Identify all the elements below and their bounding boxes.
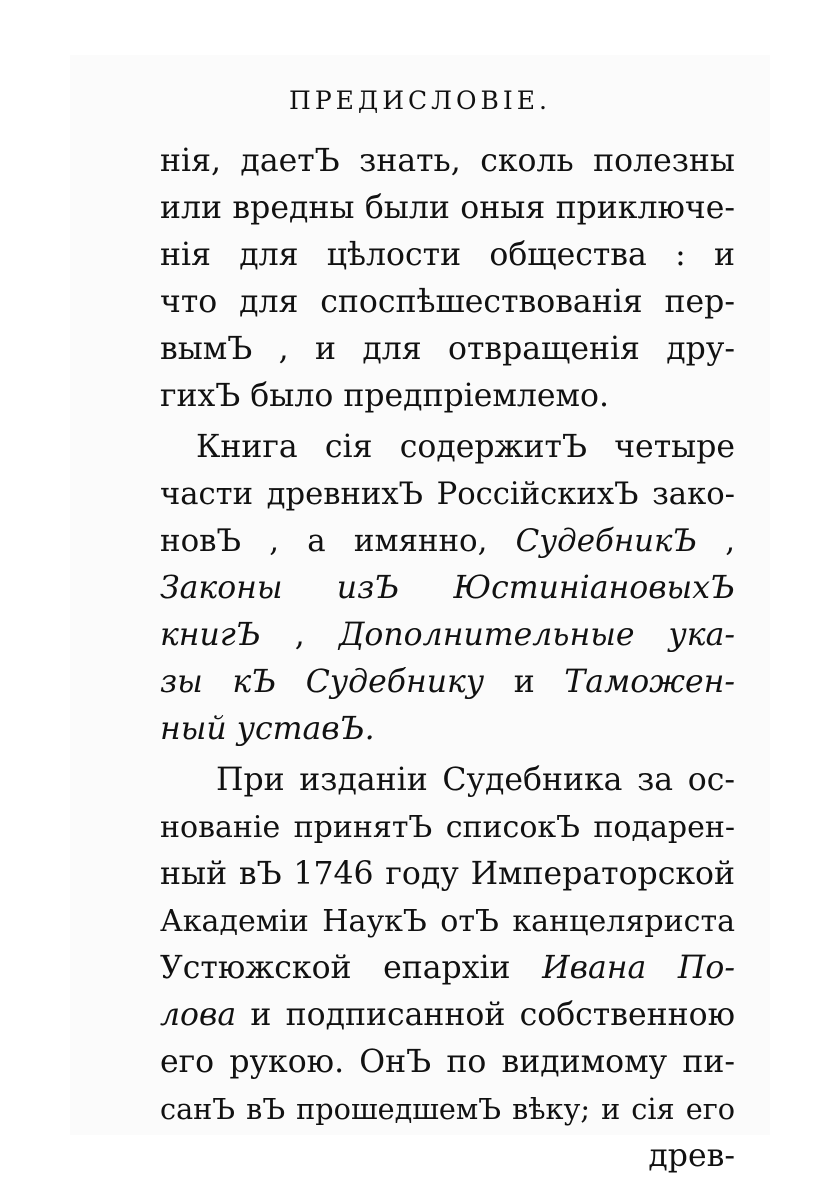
text-run-italic: зы кЪ Судебнику: [160, 664, 485, 700]
text-line: [160, 851, 735, 898]
catchword: [160, 1133, 735, 1180]
text-run: Академіи НаукЪ отЪ канцеляриста: [160, 904, 735, 939]
text-run: При изданіи Судебника за ос-: [216, 762, 735, 798]
text-run-italic: Ивана По-: [542, 950, 735, 986]
text-line: [160, 326, 735, 373]
paragraph: [160, 424, 735, 753]
text-run: нія, даетЪ знать, сколь полезны: [160, 143, 735, 179]
text-line: [160, 612, 735, 659]
text-run-italic: книгЪ: [160, 617, 261, 653]
text-run: ,: [696, 523, 736, 559]
text-line: [160, 518, 735, 565]
text-run: части древнихЪ РоссійскихЪ зако-: [160, 477, 735, 512]
text-run-italic: Дополнительные ука-: [338, 617, 735, 653]
text-run: или вредны были оныя приключе-: [160, 190, 735, 226]
text-run: и подписанной собственною: [236, 997, 735, 1033]
text-run: ,: [260, 617, 339, 653]
text-line: [160, 659, 735, 706]
text-line: [160, 373, 735, 420]
text-line: [160, 804, 735, 851]
text-line: [160, 471, 735, 518]
text-line: [160, 185, 735, 232]
text-line: [160, 898, 735, 945]
text-run: Устюжской епархіи: [160, 950, 543, 986]
text-run: санЪ вЪ прошедшемЪ вѣку; и сія его: [160, 1092, 735, 1126]
text-run: гихЪ было предпріемлемо.: [160, 378, 610, 414]
text-run-italic: лова: [160, 997, 237, 1033]
text-line: [160, 138, 735, 185]
text-run: нія для цѣлости общества : и: [160, 237, 735, 273]
text-line: [160, 945, 735, 992]
text-line: [160, 992, 735, 1039]
catchword-text: древ-: [648, 1138, 735, 1174]
text-line: [160, 232, 735, 279]
text-line: [160, 706, 735, 753]
text-run: нованіе принятЪ списокЪ подарен-: [160, 810, 735, 845]
text-run: что для споспѣшествованія пер-: [160, 284, 735, 320]
text-line: [160, 1039, 735, 1086]
text-run-italic: Законы изЪ ЮстиніановыхЪ: [160, 570, 735, 606]
text-run-italic: СудебникЪ: [515, 523, 697, 559]
text-line: [160, 279, 735, 326]
paragraph: [160, 138, 735, 420]
body-text: [160, 138, 735, 1180]
text-line: [160, 1086, 735, 1133]
text-run: Книга сія содержитЪ четыре: [196, 429, 735, 465]
text-run: его рукою. ОнЪ по видимому пи-: [160, 1044, 735, 1080]
text-line: [160, 424, 735, 471]
text-run-italic: ный уставЪ.: [160, 711, 375, 747]
text-run: и: [484, 664, 565, 700]
text-line: [160, 757, 735, 804]
text-run: вымЪ , и для отвращенія дру-: [160, 331, 735, 367]
running-head: ПРЕДИСЛОВІЕ.: [289, 86, 551, 115]
text-run: новЪ , а имянно,: [160, 523, 516, 559]
text-run-italic: Таможен-: [564, 664, 735, 700]
text-run: ный вЪ 1746 году Императорской: [160, 856, 735, 892]
paragraph: [160, 757, 735, 1133]
text-line: [160, 565, 735, 612]
